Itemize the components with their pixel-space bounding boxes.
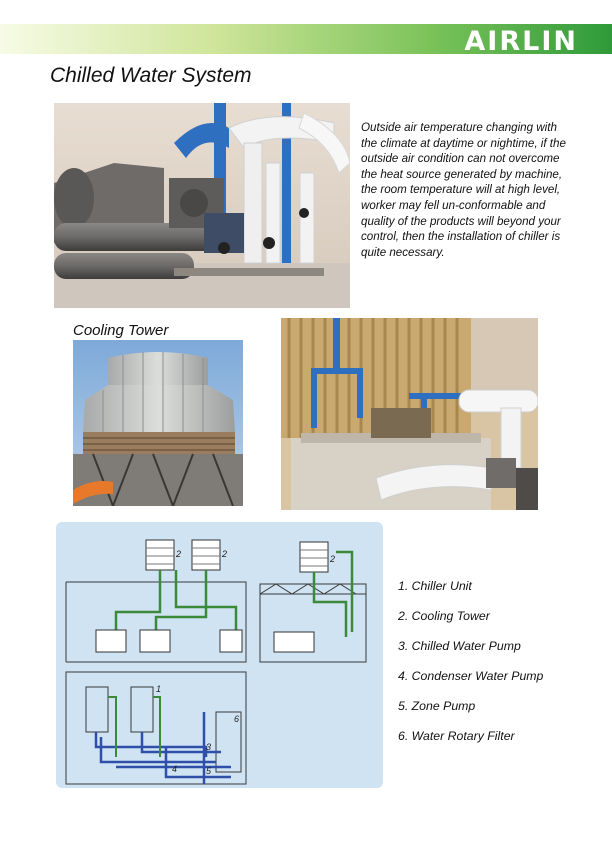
diagram-label-tower-3: 2 — [330, 554, 336, 564]
legend-item: 6. Water Rotary Filter — [398, 729, 515, 743]
chiller-room-photo — [281, 318, 538, 510]
legend-item: 5. Zone Pump — [398, 699, 476, 713]
chiller-photo — [54, 103, 350, 308]
diagram-label-filter: 6 — [234, 714, 240, 724]
page-title: Chilled Water System — [50, 64, 252, 87]
legend-item: 2. Cooling Tower — [398, 609, 490, 623]
diagram-label-tower: 2 — [176, 549, 182, 559]
brand-logo: AIRLIN — [464, 26, 578, 57]
legend-item: 1. Chiller Unit — [398, 579, 472, 593]
diagram-label-chiller: 1 — [156, 684, 162, 694]
diagram-label-zone-pump: 5 — [206, 766, 212, 776]
legend-item: 4. Condenser Water Pump — [398, 669, 544, 683]
diagram-label-condenser-pump: 4 — [172, 764, 178, 774]
cooling-tower-photo — [73, 340, 243, 506]
cooling-tower-label: Cooling Tower — [73, 322, 169, 339]
diagram-label-chilled-pump: 3 — [206, 742, 212, 752]
intro-paragraph: Outside air temperature changing with the climate at daytime or nightime, if the outside air condition can not overcome the heat source generated by machine, the room temperature will at high level, worker may fell un-conformable and quality of the products will beyond your control, then the installation of chiller is quite necessary. — [361, 121, 566, 259]
legend-item: 3. Chilled Water Pump — [398, 639, 521, 653]
system-diagram — [56, 522, 383, 788]
diagram-label-tower-2: 2 — [222, 549, 228, 559]
component-legend — [398, 576, 543, 756]
